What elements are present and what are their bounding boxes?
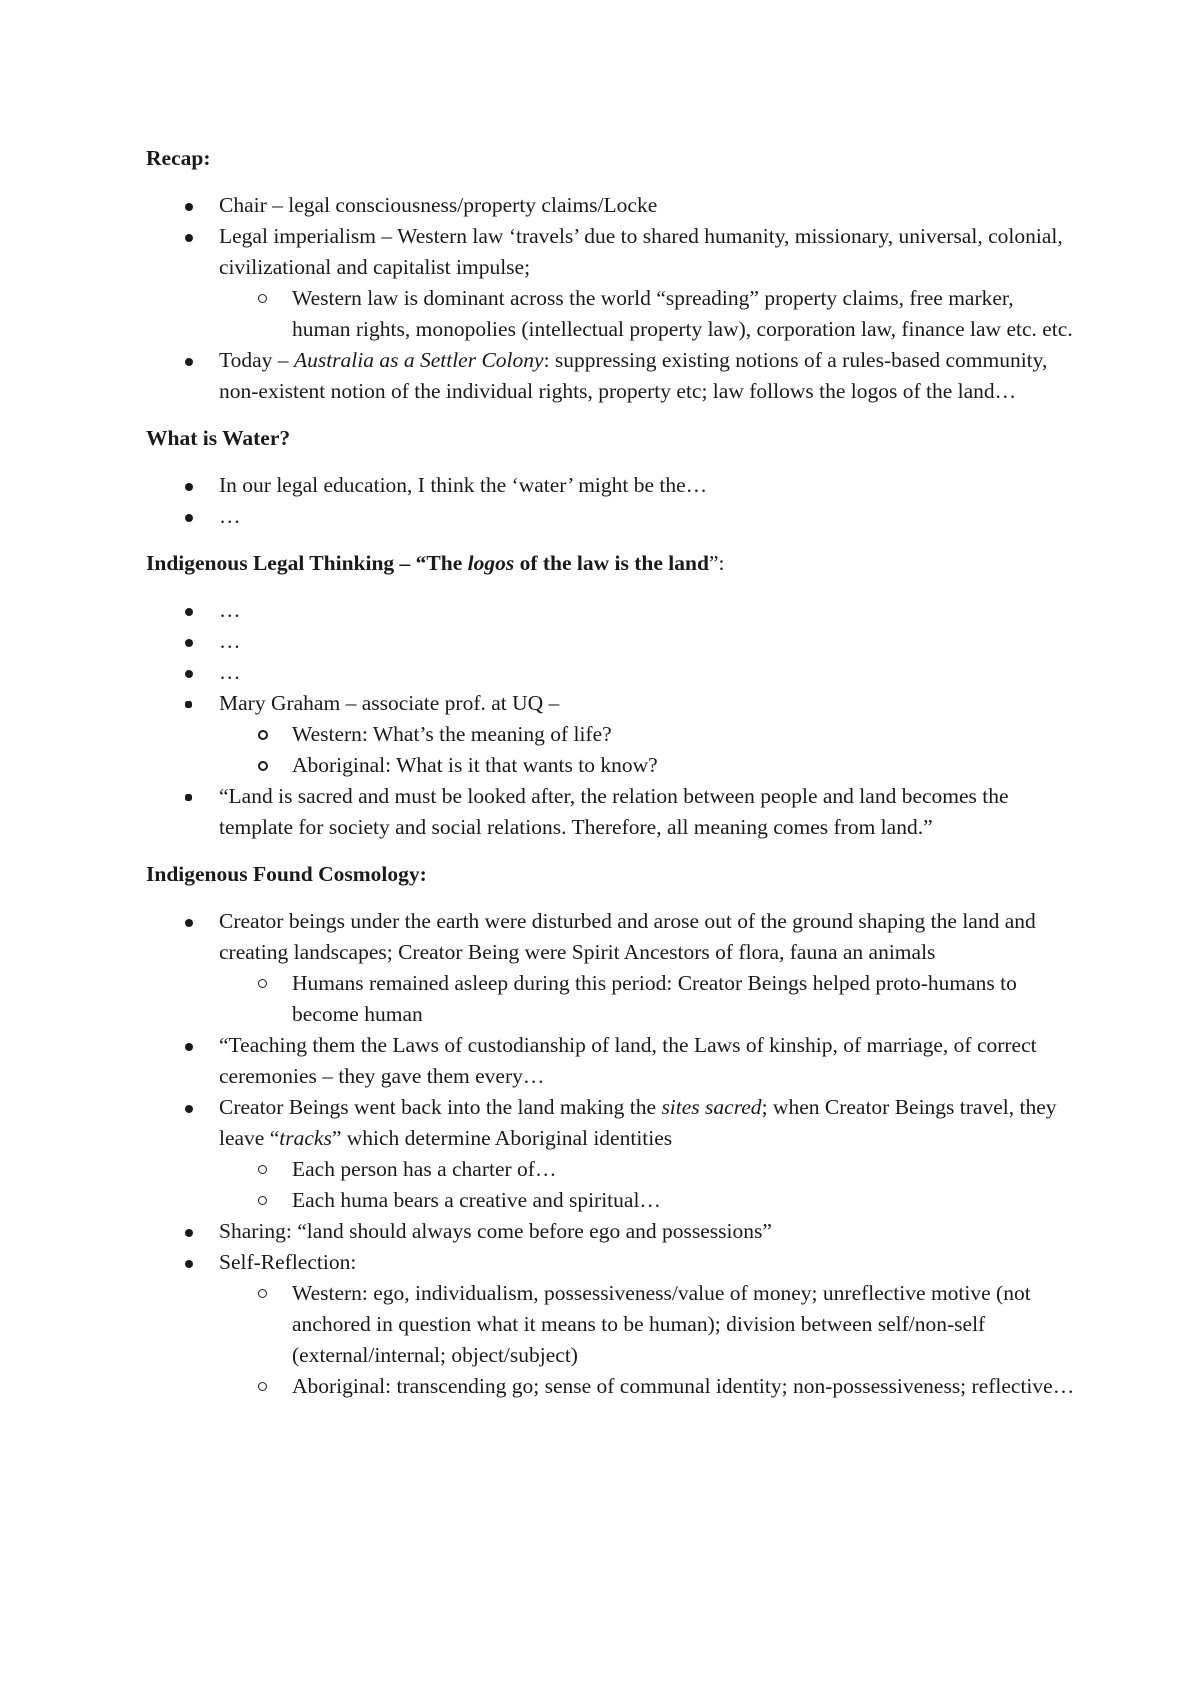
list-item-text [292,753,658,777]
text-segment: Chair – legal consciousness/property claims/Locke [219,193,658,217]
text-segment: What is Water? [146,426,291,450]
bullet-list [146,190,1076,407]
sub-list-item [219,1278,1076,1371]
list-item-text [292,286,1073,341]
list-item-text [292,1157,556,1181]
text-segment: Indigenous Legal Thinking – “The [146,551,468,575]
sub-list-item [219,719,1076,750]
list-item [146,626,1076,657]
text-segment: ” which determine Aboriginal identities [331,1126,673,1150]
bullet-icon [185,608,193,616]
text-segment: : suppressing existing notions of a rules-based community, non-existent notion of the individual rights, property etc; law follows the logos of the land… [219,348,1048,403]
list-item [146,781,1076,843]
list-item-text [219,473,707,497]
list-item-text [219,1033,1037,1088]
list-item [146,906,1076,1030]
text-segment: … [219,660,241,684]
sub-list-item [219,1371,1076,1402]
bullet-icon [185,483,193,491]
text-segment: Humans remained asleep during this period: Creator Beings helped proto-humans to become human [292,971,1017,1026]
bullet-icon [185,701,192,708]
circle-bullet-icon [258,1165,267,1174]
sub-list-item [219,283,1076,345]
sub-list-item [219,1154,1076,1185]
text-segment: tracks [279,1126,332,1150]
list-item-text [219,909,1036,964]
text-segment: logos [467,551,515,575]
bullet-icon [185,1229,193,1237]
text-segment: In our legal education, I think the ‘water’ might be the… [219,473,708,497]
sub-list-item [219,750,1076,781]
text-segment: … [219,598,241,622]
list-item [146,1247,1076,1402]
text-segment: Today – [219,348,294,372]
text-segment: Western law is dominant across the world “spreading” property claims, free marker, human rights, monopolies (intellectual property law), corporation law, finance law etc. etc. [292,286,1073,341]
text-segment: “Teaching them the Laws of custodianship of land, the Laws of kinship, of marriage, of correct ceremonies – they gave them every… [219,1033,1037,1088]
list-item-text [219,691,559,715]
circle-bullet-icon [258,1382,267,1391]
text-segment: sites sacred [661,1095,762,1119]
list-item-text [219,504,241,528]
list-item-text [219,598,241,622]
text-segment: Indigenous Found Cosmology: [146,862,427,886]
sub-bullet-list [219,719,1076,781]
list-item [146,1216,1076,1247]
bullet-icon [185,794,192,801]
list-item-text [292,722,612,746]
bullet-icon [185,919,193,927]
list-item-text [219,784,1009,839]
text-segment: “Land is sacred and must be looked after, the relation between people and land becomes the template for society and social relations. Therefore, all meaning comes from land.” [219,784,1009,839]
list-item [146,470,1076,501]
list-item-text [219,1219,772,1243]
bullet-icon [185,203,193,211]
bullet-list [146,906,1076,1402]
circle-bullet-icon [258,730,268,740]
text-segment: Each huma bears a creative and spiritual… [292,1188,661,1212]
text-segment: … [219,629,241,653]
bullet-icon [185,670,193,678]
list-item-text [219,1250,356,1274]
list-item [146,221,1076,345]
circle-bullet-icon [258,979,267,988]
bullet-icon [185,234,193,242]
sub-list-item [219,1185,1076,1216]
list-item-text [219,193,657,217]
bullet-icon [185,1260,193,1268]
sub-list-item [219,968,1076,1030]
text-segment: Creator beings under the earth were disturbed and arose out of the ground shaping the land and creating landscapes; Creator Being were Spirit Ancestors of flora, fauna an animals [219,909,1036,964]
list-item-text [219,1095,1057,1150]
text-segment: Western: ego, individualism, possessiveness/value of money; unreflective motive (not anchored in question what it means to be human); division between self/non-self (external/internal; object/subject) [292,1281,1031,1367]
text-segment: … [219,504,241,528]
circle-bullet-icon [258,1196,267,1205]
text-segment: Aboriginal: transcending go; sense of communal identity; non-possessiveness; reflective… [292,1374,1075,1398]
text-segment: Aboriginal: What is it that wants to know? [292,753,658,777]
sub-bullet-list [219,1154,1076,1216]
list-item-text [219,660,241,684]
text-segment: Mary Graham – associate prof. at UQ – [219,691,560,715]
sub-bullet-list [219,283,1076,345]
section-heading [146,859,1076,890]
text-segment: of the law is the land [514,551,709,575]
text-segment: Creator Beings went back into the land making the [219,1095,662,1119]
section-heading [146,143,1076,174]
list-item-text [292,1281,1031,1367]
text-segment: Self-Reflection: [219,1250,357,1274]
bullet-icon [185,514,193,522]
bullet-icon [185,1043,193,1051]
list-item-text [292,1188,661,1212]
bullet-list [146,595,1076,843]
text-segment: ; when Creator Beings travel, they leave “ [219,1095,1057,1150]
list-item-text [292,1374,1074,1398]
sub-bullet-list [219,968,1076,1030]
text-segment: ”: [708,551,725,575]
circle-bullet-icon [258,1289,267,1298]
section-heading [146,548,1076,579]
bullet-icon [185,1105,193,1113]
list-item [146,1092,1076,1216]
list-item [146,501,1076,532]
bullet-icon [185,639,193,647]
list-item [146,345,1076,407]
text-segment: Legal imperialism – Western law ‘travels’ due to shared humanity, missionary, universal, colonial, civilizational and capitalist impulse; [219,224,1063,279]
text-segment: Each person has a charter of… [292,1157,557,1181]
document-content [146,143,1076,1418]
section-heading [146,423,1076,454]
list-item [146,190,1076,221]
bullet-list [146,470,1076,532]
sub-bullet-list [219,1278,1076,1402]
list-item [146,657,1076,688]
list-item [146,1030,1076,1092]
text-segment: Recap: [146,146,211,170]
list-item-text [219,348,1047,403]
list-item-text [219,629,241,653]
text-segment: Western: What’s the meaning of life? [292,722,612,746]
list-item-text [292,971,1017,1026]
text-segment: Australia as a Settler Colony [293,348,544,372]
circle-bullet-icon [258,761,268,771]
circle-bullet-icon [258,294,267,303]
list-item-text [219,224,1063,279]
text-segment: Sharing: “land should always come before ego and possessions” [219,1219,772,1243]
list-item [146,688,1076,781]
bullet-icon [185,358,193,366]
list-item [146,595,1076,626]
